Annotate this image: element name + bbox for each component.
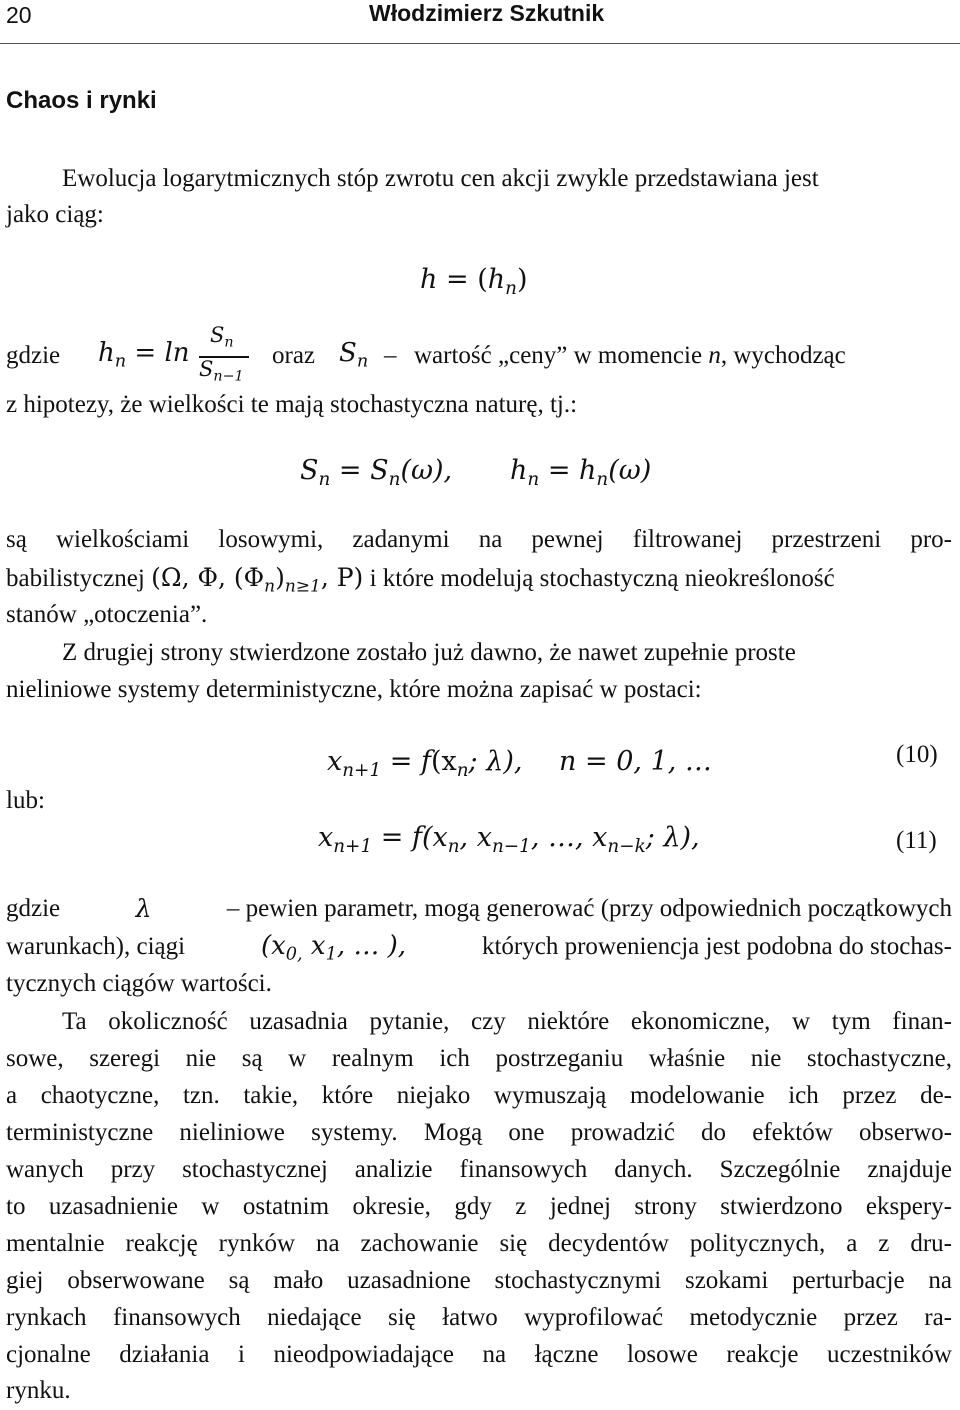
intro-line-2: jako ciąg: — [6, 201, 104, 228]
page-number: 20 — [6, 2, 32, 28]
equation-log-return: $h_n = \ln$ — [98, 338, 190, 372]
paragraph-final-line-10: cjonalne działania i nieodpowiadające na łączne losowe reakcje uczestników — [6, 1341, 952, 1368]
fraction-numerator: $S_n$ — [210, 323, 234, 351]
equation-10-number: (10) — [896, 741, 938, 768]
lub-label: lub: — [6, 787, 45, 814]
definition-text: wartość „ceny” w momencie n, wychodząc — [414, 342, 846, 369]
paragraph-final-line-8: giej obserwowane są mało uzasadnione stochastycznymi szokami perturbacje na — [6, 1267, 952, 1294]
section-title: Chaos i rynki — [6, 87, 157, 114]
definition-gdzie: gdzie — [6, 342, 61, 369]
paragraph-final-line-7: mentalnie reakcję rynków na zachowanie się decydentów politycznych, a z dru- — [6, 1230, 952, 1257]
paragraph-final-line-4: terministyczne nieliniowe systemy. Mogą one prowadzić do efektów obserwo- — [6, 1119, 952, 1146]
paragraph-lambda-line-1: gdzie λ – pewien parametr, mogą generować (przy odpowiednich początkowych — [6, 894, 952, 923]
paragraph-random-line-2: babilistycznej (Ω, Φ, $(\Phi_n)_{n\ge 1}$, P) i które modelują stochastyczną nieokreśloność — [6, 563, 835, 597]
paragraph-final-line-2: sowe, szeregi nie są w realnym ich postrzeganiu właśnie nie stochastyczne, — [6, 1045, 952, 1072]
paragraph-final-line-1: Ta okoliczność uzasadnia pytanie, czy niektóre ekonomiczne, w tym finan- — [62, 1008, 952, 1035]
equation-10: $x_{n+1} = f(x_n$; λ), n = 0, 1, … — [327, 746, 712, 781]
equation-11-number: (11) — [896, 827, 937, 854]
equation-h-sequence: $h = (h_n)$ — [420, 264, 528, 299]
definition-dash: – — [384, 342, 397, 369]
paragraph-nonlinear-line-2: nieliniowe systemy deterministyczne, które można zapisać w postaci: — [6, 676, 702, 703]
equation-random-variables-h: $h_n = h_n(\omega)$ — [510, 455, 652, 490]
paragraph-final-line-6: to uzasadnienie w ostatnim okresie, gdy z jednej strony stwierdzono ekspery- — [6, 1193, 952, 1220]
paragraph-lambda-line-3: tycznych ciągów wartości. — [6, 970, 272, 997]
symbol-s-n: $S_n$ — [339, 338, 369, 372]
paragraph-lambda-line-2: warunkach), ciągi ($x_{0,}$ $x_1$, … ), których proweniencja jest podobna do stochas- — [6, 931, 952, 965]
paragraph-final-line-11: rynku. — [6, 1377, 71, 1404]
hypothesis-line: z hipotezy, że wielkości te mają stochastyczna naturę, tj.: — [6, 391, 578, 418]
definition-oraz: oraz — [272, 342, 316, 369]
running-header-author: Włodzimierz Szkutnik — [369, 0, 605, 26]
paragraph-nonlinear-line-1: Z drugiej strony stwierdzone zostało już dawno, że nawet zupełnie proste — [62, 639, 796, 666]
equation-random-variables-s: $S_n = S_n(\omega)$, — [300, 455, 453, 490]
equation-11: $x_{n+1} = f(x_n$, $x_{n-1}$, …, $x_{n-k}$; λ), — [318, 822, 700, 857]
paragraph-final-line-3: a chaotyczne, tzn. takie, które niejako wymuszają modelowanie ich przez de- — [6, 1082, 952, 1109]
paragraph-random-line-3: stanów „otoczenia”. — [6, 601, 208, 628]
fraction-denominator: $S_{n-1}$ — [199, 357, 244, 385]
paragraph-final-line-5: wanych przy stochastycznej analizie finansowych danych. Szczególnie znajduje — [6, 1156, 952, 1183]
intro-line-1: Ewolucja logarytmicznych stóp zwrotu cen akcji zwykle przedstawiana jest — [62, 165, 819, 192]
header-rule — [0, 43, 960, 44]
paragraph-final-line-9: rynkach finansowych niedające się łatwo wyprofilować metodycznie przez ra- — [6, 1304, 952, 1331]
paragraph-random-line-1: są wielkościami losowymi, zadanymi na pewnej filtrowanej przestrzeni pro- — [6, 526, 952, 553]
